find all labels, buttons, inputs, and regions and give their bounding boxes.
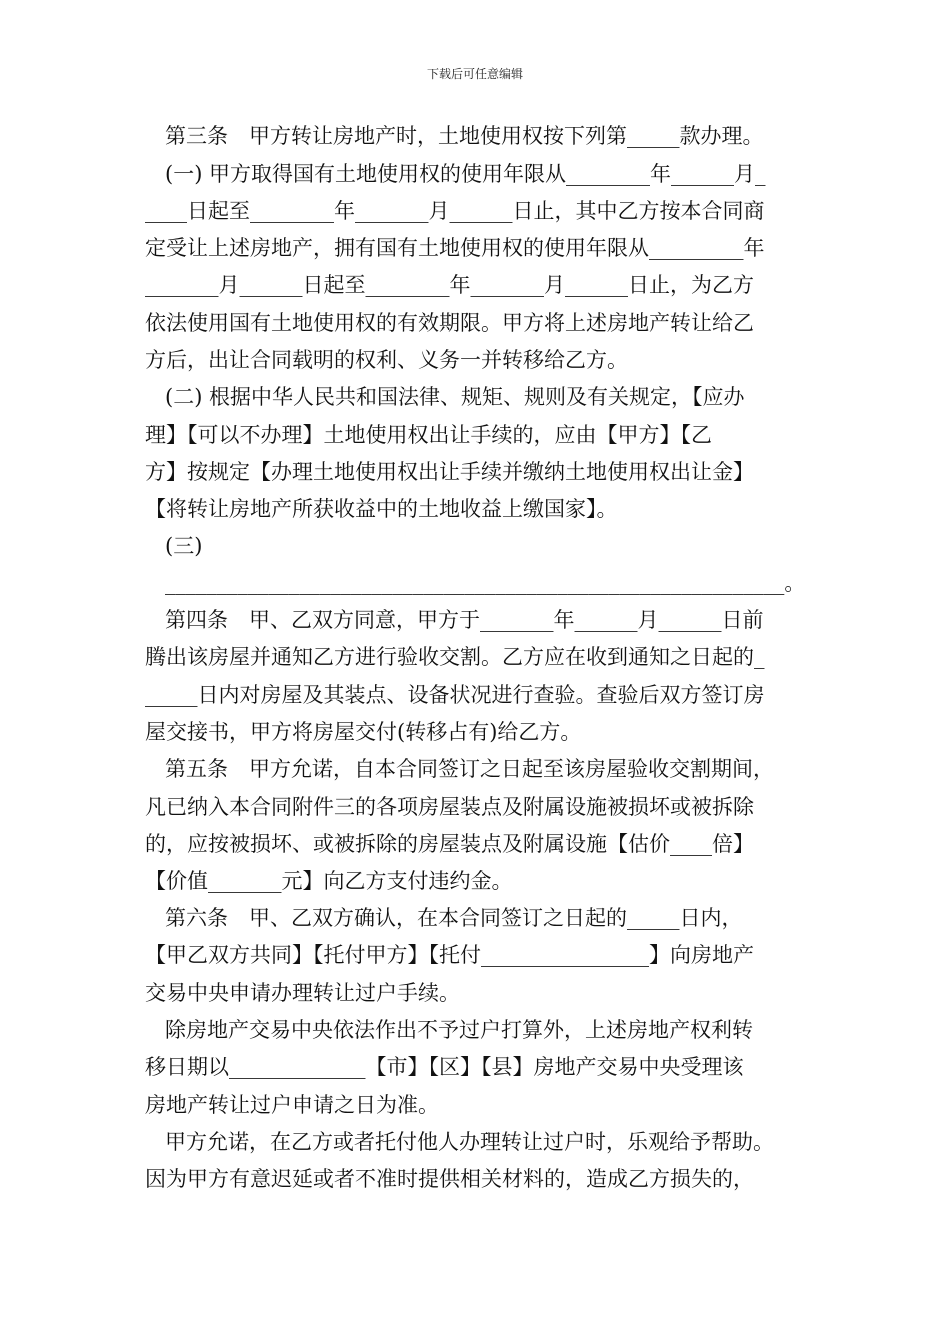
document-line: _______月______日起至________年_______月______日止，为乙方	[145, 273, 754, 297]
page-header-note: 下载后可任意编辑	[426, 67, 523, 81]
document-line: 除房地产交易中央依法作出不予过户打算外，上述房地产权利转	[165, 1018, 753, 1042]
document-line: 甲方允诺，在乙方或者托付他人办理转让过户时，乐观给予帮助。	[165, 1130, 774, 1154]
document-line: 依法使用国有土地使用权的有效期限。甲方将上述房地产转让给乙	[145, 311, 754, 335]
document-line: 【价值_______元】向乙方支付违约金。	[145, 869, 513, 893]
document-line: 凡已纳入本合同附件三的各项房屋装点及附属设施被损坏或被拆除	[145, 795, 754, 819]
document-line: 第三条 甲方转让房地产时，土地使用权按下列第_____款办理。	[165, 124, 764, 148]
document-line: 方】按规定【办理土地使用权出让手续并缴纳土地使用权出让金】	[145, 460, 754, 484]
document-line: 理】【可以不办理】土地使用权出让手续的，应由【甲方】【乙	[145, 423, 712, 447]
document-line: 第四条 甲、乙双方同意，甲方于_______年______月______日前	[165, 608, 764, 632]
document-line: 方后，出让合同载明的权利、义务一并转移给乙方。	[145, 348, 628, 372]
document-line: 腾出该房屋并通知乙方进行验收交割。乙方应在收到通知之日起的_	[145, 645, 765, 669]
document-line: 【将转让房地产所获收益中的土地收益上缴国家】。	[145, 497, 618, 521]
document-line: 房地产转让过户申请之日为准。	[145, 1093, 439, 1117]
document-line: ____________________________________________________________。	[165, 571, 805, 595]
document-line: 屋交接书，甲方将房屋交付(转移占有)给乙方。	[145, 720, 582, 744]
document-line: 第五条 甲方允诺，自本合同签订之日起至该房屋验收交割期间，	[165, 757, 774, 781]
document-line: (二) 根据中华人民共和国法律、规矩、规则及有关规定，【应办	[165, 385, 745, 409]
document-line: 的，应按被损坏、或被拆除的房屋装点及附属设施【估价____倍】	[145, 832, 754, 856]
document-line: 第六条 甲、乙双方确认，在本合同签订之日起的_____日内，	[165, 906, 743, 930]
document-line: 移日期以_____________【市】【区】【县】房地产交易中央受理该	[145, 1055, 744, 1079]
document-line: 【甲乙双方共同】【托付甲方】【托付________________】向房地产	[145, 943, 754, 967]
document-line: 因为甲方有意迟延或者不准时提供相关材料的，造成乙方损失的，	[145, 1167, 754, 1191]
document-line: (三)	[165, 534, 203, 558]
document-line: 定受让上述房地产，拥有国有土地使用权的使用年限从_________年	[145, 236, 765, 260]
document-line: _____日内对房屋及其装点、设备状况进行查验。查验后双方签订房	[145, 683, 765, 707]
document-line: (一) 甲方取得国有土地使用权的使用年限从________年______月_	[165, 162, 766, 186]
document-line: 交易中央申请办理转让过户手续。	[145, 981, 460, 1005]
document-line: ____日起至________年_______月______日止，其中乙方按本合同商	[145, 199, 765, 223]
